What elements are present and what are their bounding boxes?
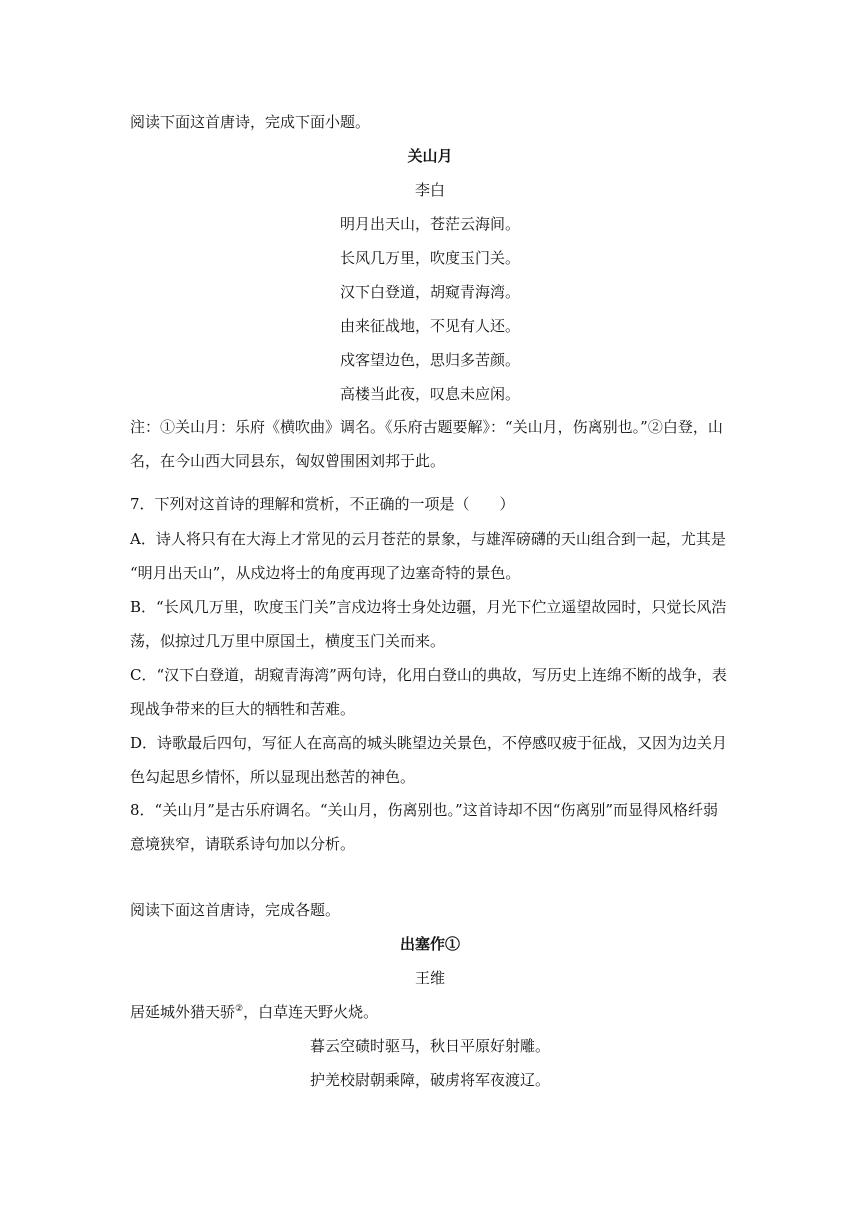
poem1-title: 关山月 bbox=[407, 147, 453, 165]
poem2-line1-part1: 居延城外猎天骄 bbox=[130, 1003, 236, 1021]
poem1-author: 李白 bbox=[414, 181, 445, 199]
poem1-line: 由来征战地，不见有人还。 bbox=[339, 317, 520, 335]
poem2-title: 出塞作① bbox=[399, 935, 460, 953]
question-7: 7．下列对这首诗的理解和赏析，不正确的一项是（ ） bbox=[130, 495, 515, 513]
poem1-line: 戍客望边色，思归多苦颜。 bbox=[339, 351, 520, 369]
option-a: A．诗人将只有在大海上才常见的云月苍茫的景象，与雄浑磅礴的天山组合到一起，尤其是 bbox=[130, 530, 726, 548]
section1-intro: 阅读下面这首唐诗，完成下面小题。 bbox=[130, 113, 371, 131]
poem1-line: 明月出天山，苍茫云海间。 bbox=[339, 215, 520, 233]
poem1-note: 注：①关山月：乐府《横吹曲》调名。《乐府古题要解》：“关山月，伤离别也。”②白登，山 bbox=[130, 418, 723, 436]
option-a-cont: “明月出天山”，从戍边将士的角度再现了边塞奇特的景色。 bbox=[130, 564, 521, 582]
poem1-note-cont: 名，在今山西大同县东，匈奴曾围困刘邦于此。 bbox=[130, 452, 446, 470]
poem2-line: 护羌校尉朝乘障，破虏将军夜渡辽。 bbox=[309, 1071, 550, 1089]
question-8: 8．“关山月”是古乐府调名。“关山月，伤离别也。”这首诗却不因“伤离别”而显得风格纤弱 bbox=[130, 801, 719, 819]
option-d-cont: 色勾起思乡情怀，所以显现出愁苦的神色。 bbox=[130, 768, 416, 786]
poem1-line: 高楼当此夜，叹息未应闲。 bbox=[339, 385, 520, 403]
option-b-cont: 荡，似掠过几万里中原国土，横度玉门关而来。 bbox=[130, 632, 446, 650]
poem2-line: 暮云空碛时驱马，秋日平原好射雕。 bbox=[309, 1037, 550, 1055]
option-d: D．诗歌最后四句，写征人在高高的城头眺望边关景色，不停感叹疲于征战，又因为边关月 bbox=[130, 734, 728, 752]
option-c-cont: 现战争带来的巨大的牺牲和苦难。 bbox=[130, 700, 356, 718]
footnote-marker: ② bbox=[235, 1004, 244, 1014]
poem2-line bbox=[130, 1002, 378, 1022]
option-c: C．“汉下白登道，胡窥青海湾”两句诗，化用白登山的典故，写历史上连绵不断的战争，表 bbox=[130, 666, 727, 684]
poem1-line: 汉下白登道，胡窥青海湾。 bbox=[339, 283, 520, 301]
question-8-cont: 意境狭窄，请联系诗句加以分析。 bbox=[130, 835, 356, 853]
section2-intro: 阅读下面这首唐诗，完成各题。 bbox=[130, 901, 341, 919]
poem1-line: 长风几万里，吹度玉门关。 bbox=[339, 249, 520, 267]
option-b: B．“长风几万里，吹度玉门关”言戍边将士身处边疆，月光下伫立遥望故园时，只觉长风浩 bbox=[130, 598, 727, 616]
poem2-line1-part2: ，白草连天野火烧。 bbox=[243, 1003, 379, 1021]
poem2-author: 王维 bbox=[414, 969, 445, 987]
